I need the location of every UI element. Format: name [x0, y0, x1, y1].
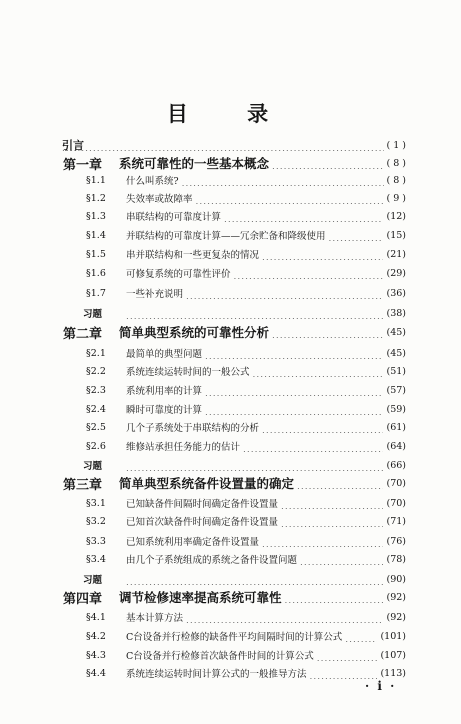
toc-entry-label: §1.7 [86, 287, 106, 299]
page-number: · i · [365, 679, 397, 693]
toc-entry-page: (70) [386, 477, 406, 489]
dot-leader [205, 384, 383, 396]
toc-entry-title: 瞬时可靠度的计算 [126, 405, 203, 416]
toc-entry [0, 419, 461, 435]
toc-entry [0, 227, 461, 243]
toc-entry-title: 并联结构的可靠度计算——冗余贮备和降级使用 [126, 231, 326, 242]
toc-entry-label: §2.2 [86, 365, 106, 377]
toc-entry-page: ( 1 ) [386, 139, 406, 151]
dot-leader [262, 535, 383, 547]
toc-entry-title: 系统可靠性的一些基本概念 [119, 156, 270, 171]
toc-entry-label: §4.1 [86, 611, 106, 623]
toc-entry-page: (113) [380, 667, 406, 679]
toc-entry-title: C台设备并行检修首次缺备件时间的计算公式 [126, 651, 314, 662]
toc-entry [0, 457, 461, 473]
toc-entry-title: 简单典型系统备件设置量的确定 [119, 476, 295, 491]
toc-entry [0, 363, 461, 379]
toc-entry-label: 习题 [83, 461, 103, 472]
dot-leader [317, 649, 378, 661]
toc-entry-title: 系统连续运转时间的一般公式 [126, 367, 250, 378]
toc-entry [0, 438, 461, 454]
toc-entry-page: (92) [386, 591, 406, 603]
toc-entry [0, 285, 461, 301]
dot-leader [126, 573, 383, 585]
toc-entry-label: §2.1 [86, 347, 106, 359]
toc-entry [0, 137, 461, 153]
toc-entry-title: 已知首次缺备件时间确定备件设置量 [126, 517, 279, 528]
toc-entry-label: §4.2 [86, 630, 106, 642]
toc-entry-title: 几个子系统处于串联结构的分析 [126, 423, 260, 434]
dot-leader [272, 157, 383, 169]
toc-entry-title: 简单典型系统的可靠性分析 [119, 325, 270, 340]
dot-leader [196, 192, 384, 204]
toc-entry-label: §1.5 [86, 248, 106, 260]
toc-entry [0, 246, 461, 262]
toc-entry-title: 基本计算方法 [126, 613, 184, 624]
toc-entry-page: (64) [386, 440, 406, 452]
dot-leader [224, 210, 383, 222]
toc-entry [0, 401, 461, 417]
toc-entry [0, 324, 461, 340]
toc-entry-page: (78) [386, 553, 406, 565]
toc-entry-title: 维修站承担任务能力的估计 [126, 442, 241, 453]
toc-entry-page: (61) [386, 421, 406, 433]
toc-entry-label: §2.6 [86, 440, 106, 452]
toc-entry [0, 172, 461, 188]
dot-leader [243, 440, 383, 452]
dot-leader [62, 139, 384, 151]
toc-entry [0, 208, 461, 224]
dot-leader [126, 307, 383, 319]
toc-entry [0, 551, 461, 567]
dot-leader [310, 667, 378, 679]
dot-leader [262, 248, 383, 260]
toc-entry-label: 第三章 [63, 477, 103, 493]
toc-entry-label: §1.2 [86, 192, 106, 204]
toc-entry-title: 最简单的典型问题 [126, 349, 203, 360]
toc-entry [0, 571, 461, 587]
toc-entry-title: 已知缺备件间隔时间确定备件设置量 [126, 499, 279, 510]
toc-entry-page: ( 9 ) [386, 192, 406, 204]
toc-entry-label: §3.3 [86, 535, 106, 547]
toc-entry [0, 475, 461, 491]
toc-entry-label: 引言 [62, 139, 84, 152]
toc-entry [0, 155, 461, 171]
toc-entry-page: ( 8 ) [386, 174, 406, 186]
toc-entry-title: 串并联结构和一些更复杂的情况 [126, 250, 260, 261]
toc-entry-label: §4.4 [86, 667, 106, 679]
toc-entry-page: (38) [386, 307, 406, 319]
toc-entry [0, 513, 461, 529]
toc-entry-title: 已知系统利用率确定备件设置量 [126, 537, 260, 548]
dot-leader [186, 611, 383, 623]
toc-entry-label: §1.1 [86, 174, 106, 186]
toc-entry-page: (45) [386, 347, 406, 359]
toc-entry-page: (51) [386, 365, 406, 377]
toc-entry-label: §3.4 [86, 553, 106, 565]
dot-leader [126, 459, 383, 471]
toc-entry-label: §1.6 [86, 267, 106, 279]
toc-entry-page: (29) [386, 267, 406, 279]
toc-entry-page: (90) [386, 573, 406, 585]
toc-entry-page: (45) [386, 326, 406, 338]
toc-entry [0, 628, 461, 644]
dot-leader [281, 515, 383, 527]
page-title: 目 录 [166, 102, 295, 126]
toc-entry-label: §4.3 [86, 649, 106, 661]
dot-leader [345, 630, 377, 642]
toc-entry-title: 调节检修速率提高系统可靠性 [119, 590, 282, 605]
toc-entry [0, 345, 461, 361]
dot-leader [329, 229, 384, 241]
toc-entry [0, 495, 461, 511]
dot-leader [234, 267, 384, 279]
toc-entry-page: (59) [386, 403, 406, 415]
toc-entry [0, 190, 461, 206]
toc-entry [0, 609, 461, 625]
toc-entry-label: 第二章 [63, 326, 103, 342]
toc-entry-title: C台设备并行检修的缺备件平均间隔时间的计算公式 [126, 632, 343, 643]
toc-entry-title: 串联结构的可靠度计算 [126, 212, 222, 223]
toc-entry-label: 习题 [83, 309, 103, 320]
dot-leader [281, 497, 383, 509]
toc-entry-page: (107) [380, 649, 406, 661]
toc-entry-page: (15) [386, 229, 406, 241]
toc-entry-title: 失效率或故障率 [126, 194, 193, 205]
toc-entry [0, 382, 461, 398]
toc-entry-label: §3.2 [86, 515, 106, 527]
dot-leader [297, 477, 383, 489]
toc-entry-page: (76) [386, 535, 406, 547]
dot-leader [262, 421, 383, 433]
toc-entry-page: (21) [386, 248, 406, 260]
dot-leader [205, 403, 383, 415]
dot-leader [205, 347, 383, 359]
toc-entry-label: 习题 [83, 575, 103, 586]
dot-leader [182, 174, 384, 186]
toc-entry-title: 一些补充说明 [126, 289, 184, 300]
toc-entry-label: §2.3 [86, 384, 106, 396]
toc-entry-label: §1.4 [86, 229, 106, 241]
toc-entry-title: 什么叫系统? [126, 176, 179, 187]
toc-entry-page: (101) [380, 630, 406, 642]
toc-entry-label: §2.5 [86, 421, 106, 433]
toc-entry [0, 647, 461, 663]
toc-entry [0, 533, 461, 549]
toc-entry-page: (12) [386, 210, 406, 222]
dot-leader [253, 365, 384, 377]
dot-leader [186, 287, 383, 299]
toc-entry-page: (57) [386, 384, 406, 396]
toc-entry-label: 第四章 [63, 591, 103, 607]
toc-entry-page: (71) [386, 515, 406, 527]
toc-entry [0, 305, 461, 321]
toc-entry-page: (92) [386, 611, 406, 623]
toc-entry [0, 265, 461, 281]
dot-leader [300, 553, 383, 565]
toc-entry-title: 系统连续运转时间计算公式的一般推导方法 [126, 669, 307, 680]
toc-entry-label: 第一章 [63, 157, 103, 173]
toc-entry-label: §2.4 [86, 403, 106, 415]
toc-entry-page: ( 8 ) [386, 157, 406, 169]
toc-entry [0, 589, 461, 605]
toc-entry-label: §1.3 [86, 210, 106, 222]
toc-entry-label: §3.1 [86, 497, 106, 509]
toc-entry-page: (66) [386, 459, 406, 471]
dot-leader [285, 591, 384, 603]
toc-entry-title: 系统利用率的计算 [126, 386, 203, 397]
toc-entry-title: 可修复系统的可靠性评价 [126, 269, 231, 280]
toc-entry-page: (36) [386, 287, 406, 299]
toc-entry-page: (70) [386, 497, 406, 509]
toc-entry-title: 由几个子系统组成的系统之备件设置问题 [126, 555, 298, 566]
dot-leader [272, 326, 383, 338]
